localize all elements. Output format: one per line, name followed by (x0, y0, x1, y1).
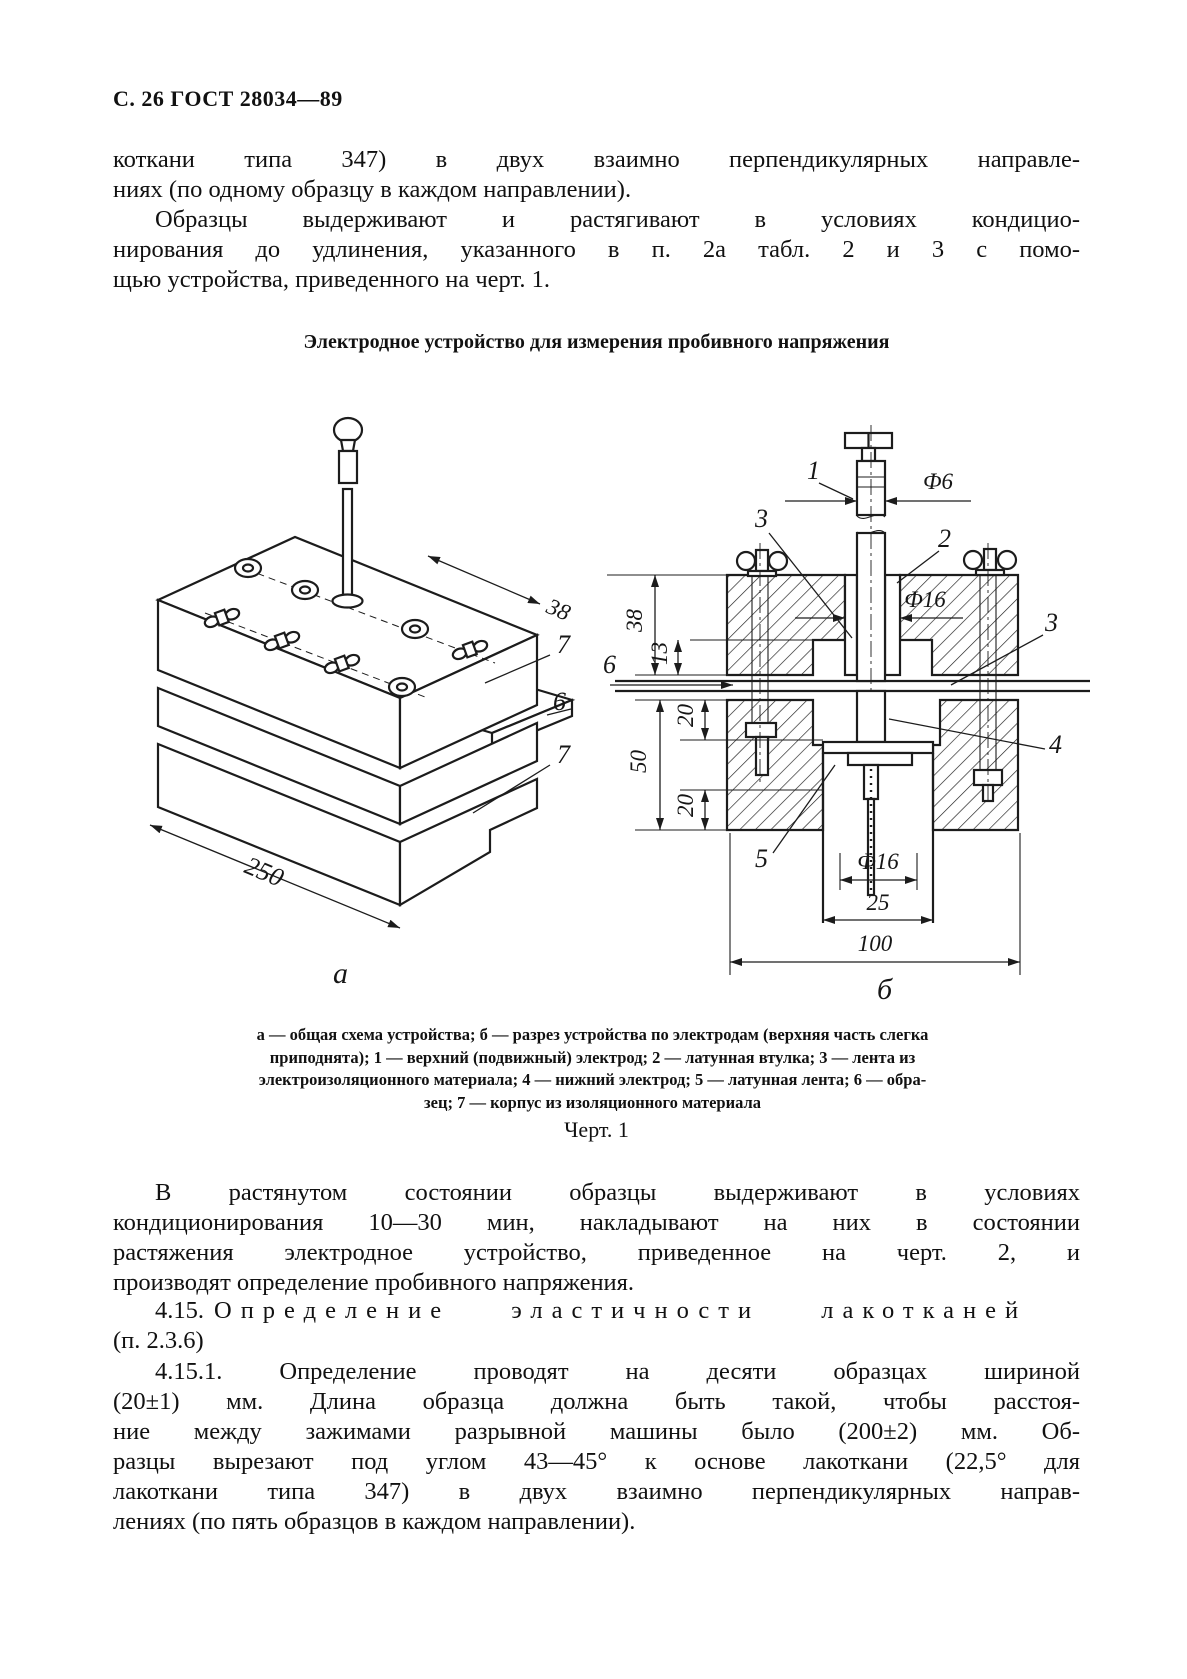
caption-line: а — общая схема устройства; б — разрез устройства по электродам (верхняя часть слегка (256, 1025, 929, 1044)
figure-drawing (95, 385, 1100, 1010)
subfigure-label-b: б (877, 973, 893, 1006)
lower-body-left-section (727, 700, 823, 830)
knurled-knob-icon (292, 581, 318, 599)
knurled-knob-icon (235, 559, 261, 577)
callout-4: 4 (1049, 730, 1062, 759)
dim-label-38: 38 (543, 593, 574, 626)
dim-label-d16-top: Ф16 (904, 587, 946, 612)
callout-7-top: 7 (557, 630, 570, 659)
text-line: щью устройства, приведенного на черт. 1. (113, 266, 550, 293)
text-line: ние между зажимами разрывной машины было (200±2) мм. Об- (113, 1418, 1080, 1445)
dim-label-d16-bottom: Ф16 (857, 849, 899, 874)
callout-3-right: 3 (1045, 608, 1058, 637)
dim-label-20-upper: 20 (673, 704, 698, 727)
callout-5: 5 (755, 844, 768, 873)
lower-body-right-section (933, 700, 1018, 830)
figure-left-view (150, 418, 574, 990)
callout-6-section: 6 (603, 650, 616, 679)
knurled-knob-icon (402, 620, 428, 638)
page-header: С. 26 ГОСТ 28034—89 (113, 86, 343, 111)
brass-bushing-left-wall (845, 575, 857, 675)
dim-label-d6: Ф6 (923, 469, 953, 494)
body-paragraph-1 (113, 1178, 1080, 1298)
dim-label-38-section: 38 (622, 609, 647, 632)
dim-label-100: 100 (857, 931, 893, 956)
callout-7-bottom: 7 (557, 740, 570, 769)
section-title: Определение эластичности лакотканей (214, 1297, 1028, 1324)
section-ref: (п. 2.3.6) (113, 1327, 204, 1354)
text-line: (20±1) мм. Длина образца должна быть такой, чтобы расстоя- (113, 1388, 1080, 1415)
callout-6-sample: 6 (553, 687, 566, 716)
text-line: В растянутом состоянии образцы выдерживают в условиях (155, 1179, 1080, 1206)
lower-electrode (857, 691, 885, 742)
text-line: ниях (по одному образцу в каждом направлении). (113, 176, 632, 203)
caption-line: электроизоляционного материала; 4 — нижний электрод; 5 — латунная лента; 6 — обра- (258, 1070, 927, 1089)
text-line: коткани типа 347) в двух взаимно перпендикулярных направле- (113, 146, 1080, 173)
dim-label-13: 13 (647, 642, 672, 665)
dim-label-20-lower: 20 (673, 794, 698, 817)
figure-number: Черт. 1 (564, 1117, 629, 1142)
text-line: Образцы выдерживают и растягивают в условиях кондицио- (155, 206, 1080, 233)
text-line: разцы вырезают под углом 43—45° к основе лакоткани (22,5° для (113, 1448, 1080, 1475)
leader-line (819, 483, 853, 499)
text-line: 4.15.1. Определение проводят на десяти образцах шириной (155, 1358, 1080, 1385)
dim-label-50: 50 (626, 750, 651, 773)
callout-2: 2 (938, 524, 951, 553)
figure-caption (140, 1024, 1045, 1114)
text-line: лакоткани типа 347) в двух взаимно перпендикулярных направ- (113, 1478, 1080, 1505)
caption-line: зец; 7 — корпус из изоляционного материала (424, 1092, 761, 1112)
section-number: 4.15. (155, 1297, 204, 1324)
brass-bushing-right-wall (885, 575, 900, 675)
callout-3-left: 3 (755, 504, 768, 533)
figure-right-view (603, 425, 1090, 1006)
callout-1: 1 (807, 456, 820, 485)
subfigure-label-a: а (333, 957, 348, 990)
text-line: лениях (по пять образцов в каждом направлении). (113, 1508, 636, 1535)
intro-paragraph-2 (113, 205, 1080, 295)
upper-body-left-section (727, 575, 845, 675)
text-line: кондиционирования 10—30 мин, накладывают на них в состоянии (113, 1209, 1080, 1236)
figure-title: Электродное устройство для измерения пробивного напряжения (303, 331, 890, 353)
body-paragraph-2 (113, 1357, 1080, 1537)
text-line: нирования до удлинения, указанного в п. 2а табл. 2 и 3 с помо- (113, 236, 1080, 263)
brass-tape-flange (823, 742, 933, 753)
dim-label-250: 250 (240, 850, 288, 893)
section-heading-4-15 (113, 1296, 1080, 1356)
intro-paragraph-1 (113, 145, 1080, 205)
caption-line: приподнята); 1 — верхний (подвижный) электрод; 2 — латунная втулка; 3 — лента из (269, 1047, 916, 1067)
dim-label-25: 25 (866, 890, 890, 915)
text-line: производят определение пробивного напряжения. (113, 1269, 635, 1296)
text-line: растяжения электродное устройство, приведенное на черт. 2, и (113, 1239, 1080, 1266)
knurled-knob-icon (389, 678, 415, 696)
